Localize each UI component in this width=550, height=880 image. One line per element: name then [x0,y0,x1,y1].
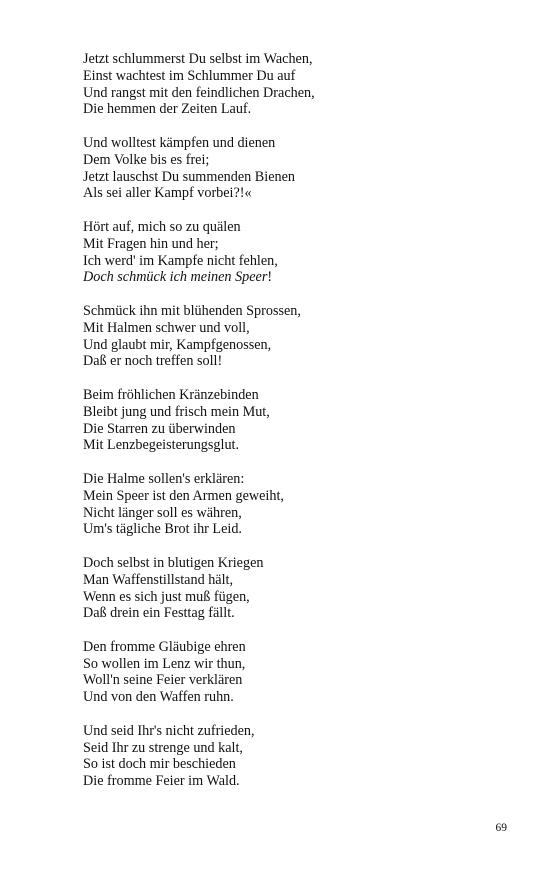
line-ending: ! [267,269,273,286]
poem [83,51,503,807]
poem-line: Als sei aller Kampf vorbei?!« [83,185,252,202]
poem-line: Daß er noch treffen soll! [83,353,223,370]
stanza-5 [83,387,503,454]
poem-line: Um's tägliche Brot ihr Leid. [83,521,242,538]
stanza-4 [83,303,503,370]
poem-line: Dem Volke bis es frei; [83,151,210,168]
page-number: 69 [495,822,507,834]
stanza-7 [83,555,503,622]
poem-line-mixed [83,269,503,286]
poem-line: Doch selbst in blutigen Kriegen [83,554,264,571]
poem-line: Und glaubt mir, Kampfgenossen, [83,336,272,353]
poem-line: Bleibt jung und frisch mein Mut, [83,403,270,420]
poem-line: Mit Lenzbegeisterungsglut. [83,437,240,454]
poem-line: Jetzt schlummerst Du selbst im Wachen, [83,51,313,67]
stanza-9 [83,723,503,790]
poem-line: Hört auf, mich so zu quälen [83,218,241,235]
poem-line: Und seid Ihr's nicht zufrieden, [83,722,255,739]
poem-line: Man Waffenstillstand hält, [83,571,234,588]
poem-line: Ich werd' im Kampfe nicht fehlen, [83,252,278,269]
poem-line: Und rangst mit den feindlichen Drachen, [83,84,315,101]
poem-line: Die fromme Feier im Wald. [83,773,240,790]
poem-line: Die Halme sollen's erklären: [83,470,245,487]
poem-line: Den fromme Gläubige ehren [83,638,246,655]
poem-line: Und wolltest kämpfen und dienen [83,134,276,151]
poem-line: Und von den Waffen ruhn. [83,689,234,706]
poem-line: Mein Speer ist den Armen geweiht, [83,487,284,504]
poem-line: Nicht länger soll es währen, [83,504,242,521]
poem-line: Woll'n seine Feier verklären [83,672,243,689]
poem-line: So ist doch mir beschieden [83,756,236,773]
poem-line: Mit Fragen hin und her; [83,235,219,252]
stanza-6 [83,471,503,538]
poem-line: Einst wachtest im Schlummer Du auf [83,67,296,84]
poem-line: Daß drein ein Festtag fällt. [83,605,235,622]
poem-line: Schmück ihn mit blühenden Sprossen, [83,302,301,319]
stanza-2 [83,135,503,202]
poem-line: Beim fröhlichen Kränzebinden [83,386,259,403]
stanza-1 [83,51,503,118]
poem-line: Die hemmen der Zeiten Lauf. [83,101,252,118]
poem-line: So wollen im Lenz wir thun, [83,655,246,672]
poem-line: Wenn es sich just muß fügen, [83,588,250,605]
stanza-8 [83,639,503,706]
poem-line: Jetzt lauschst Du summenden Bienen [83,168,295,185]
poem-line: Mit Halmen schwer und voll, [83,319,250,336]
poem-line: Seid Ihr zu strenge und kalt, [83,739,243,756]
italic-text: Doch schmück ich meinen Speer [83,269,268,286]
poem-line: Die Starren zu überwinden [83,420,236,437]
stanza-3 [83,219,503,286]
